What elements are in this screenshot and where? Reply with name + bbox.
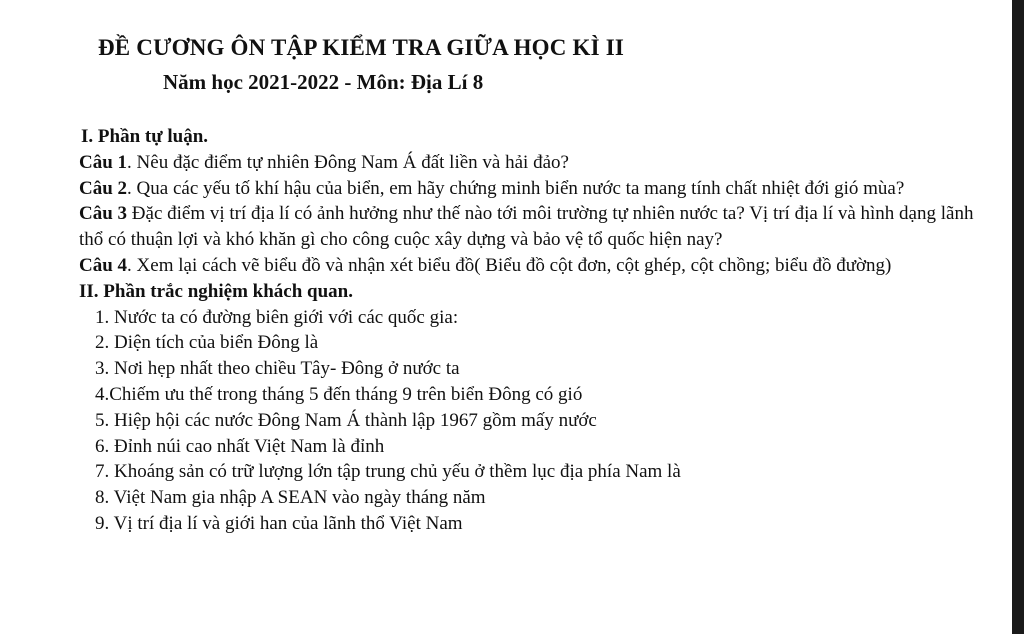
mc-question-item: 9. Vị trí địa lí và giới han của lãnh thổ Việt Nam [95,512,463,534]
question-separator: . [127,151,137,173]
essay-question-2 [79,176,999,202]
document-subtitle: Năm học 2021-2022 - Môn: Địa Lí 8 [163,70,484,94]
question-separator: . [127,177,137,199]
question-label: Câu 2 [79,177,128,199]
question-label: Câu 4 [79,254,128,276]
question-text: Qua các yếu tố khí hậu của biển, em hãy chứng minh biển nước ta mang tính chất nhiệt đới gió mùa? [136,177,905,199]
essay-question-4 [79,253,999,279]
question-label: Câu 1 [79,151,128,173]
mc-question-item: 5. Hiệp hội các nước Đông Nam Á thành lập 1967 gồm mấy nước [95,409,597,431]
section-mc-heading: II. Phần trắc nghiệm khách quan. [79,280,353,302]
section-essay-heading: I. Phần tự luận. [81,126,209,147]
question-separator: . [127,254,137,276]
mc-question-item: 3. Nơi hẹp nhất theo chiều Tây- Đông ở nước ta [95,358,460,380]
mc-question-list [79,305,999,537]
mc-question-item: 7. Khoáng sản có trữ lượng lớn tập trung chủ yếu ở thềm lục địa phía Nam là [95,461,681,483]
question-text: Đặc điểm vị trí địa lí có ảnh hưởng như thế nào tới môi trường tự nhiên nước ta? Vị trí địa lí và hình dạng lãnh thổ có thuận lợi và khó khăn gì cho công cuộc xây dựng và bảo vệ tổ quốc hiện nay? [79,203,974,251]
mc-question-item: 1. Nước ta có đường biên giới với các quốc gia: [95,306,459,328]
document-body [79,124,999,537]
question-text: Nêu đặc điểm tự nhiên Đông Nam Á đất liền và hải đảo? [136,151,569,173]
document-title: ĐỀ CƯƠNG ÔN TẬP KIỂM TRA GIỮA HỌC KÌ II [98,35,625,60]
question-label: Câu 3 [79,203,128,225]
mc-question-item: 2. Diện tích của biển Đông là [95,332,319,354]
mc-question-item: 6. Đỉnh núi cao nhất Việt Nam là đỉnh [95,435,385,457]
question-text: Xem lại cách vẽ biểu đồ và nhận xét biểu đồ( Biểu đồ cột đơn, cột ghép, cột chồng; biểu đồ đường) [136,254,892,276]
mc-question-item: 4.Chiếm ưu thế trong tháng 5 đến tháng 9 trên biển Đông có gió [95,383,583,405]
essay-question-3 [79,201,999,253]
mc-question-item: 8. Việt Nam gia nhập A SEAN vào ngày tháng năm [95,487,486,509]
essay-question-1 [79,150,999,176]
right-frame-edge [1012,0,1024,634]
